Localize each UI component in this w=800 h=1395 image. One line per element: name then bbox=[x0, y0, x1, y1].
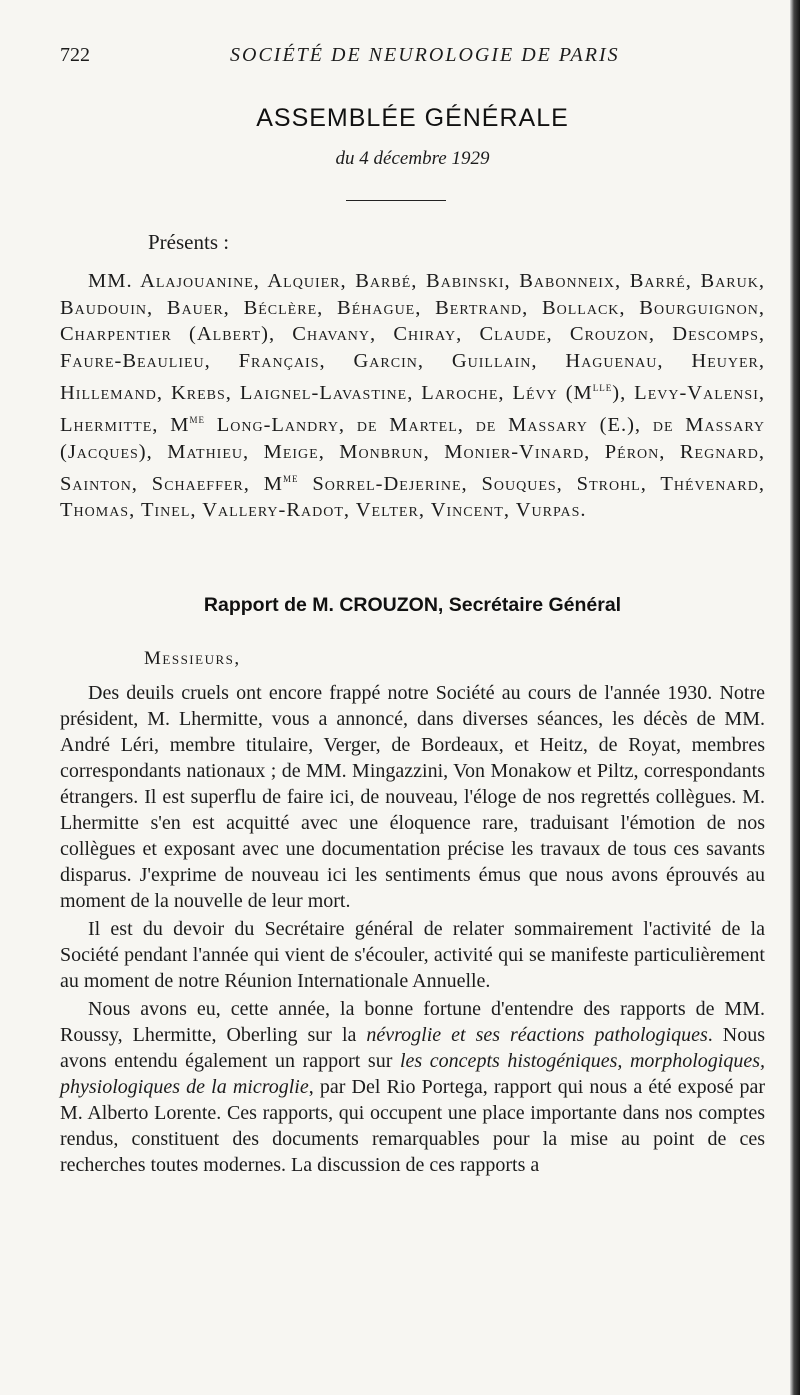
paragraph-3-italic-1: névroglie et ses réactions pathologiques bbox=[366, 1024, 708, 1046]
running-head bbox=[60, 44, 765, 70]
paragraph-3 bbox=[60, 996, 765, 1178]
report-body bbox=[60, 680, 765, 1178]
members-sup-1: lle bbox=[592, 379, 613, 394]
paragraph-1: Des deuils cruels ont encore frappé notre Société au cours de l'année 1930. Notre président, M. Lhermitte, vous a annoncé, dans diverses séances, les décès de MM. André Léri, membre titulaire, Verger, de Bordeaux, et Heitz, de Royat, membres correspondants nationaux ; de MM. Mingazzini, Von Monakow et Piltz, correspondants étrangers. Il est superflu de faire ici, de nouveau, l'éloge de nos regrettés collègues. M. Lhermitte s'en est acquitté avec une éloquence rare, traduisant l'émotion de nos collègues et exposant avec une documentation précise les travaux de tous ces savants disparus. J'exprime de nouveau ici les sentiments émus que nous avons éprouvés au moment de la nouvelle de leur mort. bbox=[60, 682, 765, 912]
page-number: 722 bbox=[60, 44, 90, 66]
paragraph-3-italic-2: les concepts histogéniques, morphologiques, physiologiques de la microglie bbox=[60, 1050, 765, 1098]
page bbox=[60, 0, 765, 1395]
paragraph-3-text-c: , par Del Rio Portega, rapport qui nous a été exposé par M. Alberto Lorente. Ces rapports, qui occupent une place importante dans nos comptes rendus, constituent des documents remarquables pour la mise au point de ces recherches toutes modernes. La discussion de ces rapports a bbox=[60, 1076, 765, 1176]
members-sup-2: me bbox=[189, 411, 205, 427]
members-text-2: ), Levy-Valensi, Lhermitte, M bbox=[60, 381, 765, 437]
members-text-4: Sorrel-Dejerine, Souques, Strohl, Thévenard, Thomas, Tinel, Vallery-Radot, Velter, Vincent, Vurpas. bbox=[60, 472, 765, 522]
presents-label: Présents : bbox=[148, 230, 230, 254]
salutation: Messieurs, bbox=[144, 648, 241, 669]
page-edge-shadow bbox=[790, 0, 800, 1395]
meeting-date: du 4 décembre 1929 bbox=[335, 148, 490, 169]
paragraph-3-text-a: Nous avons eu, cette année, la bonne fortune d'entendre des rapports de MM. Roussy, Lhermitte, Oberling sur la bbox=[60, 998, 765, 1046]
members-sup-3: me bbox=[283, 470, 299, 486]
separator-rule bbox=[346, 200, 446, 201]
members-text-3: Long-Landry, de Martel, de Massary (E.), de Massary (Jacques), Mathieu, Meige, Monbrun, Monier-Vinard, Péron, Regnard, Sainton, Schaeffer, M bbox=[60, 414, 765, 495]
members-text-1: MM. Alajouanine, Alquier, Barbé, Babinski, Babonneix, Barré, Baruk, Baudouin, Bauer, Béclère, Béhague, Bertrand, Bollack, Bourguignon, Charpentier (Albert), Chavany, Chiray, Claude, Crouzon, Descomps, Faure-Beaulieu, Français, Garcin, Guillain, Haguenau, Heuyer, Hillemand, Krebs, Laignel-Lavastine, Laroche, Lévy (M bbox=[60, 270, 765, 404]
journal-title: SOCIÉTÉ DE NEUROLOGIE DE PARIS bbox=[230, 44, 620, 66]
paragraph-3-text-b: . Nous avons entendu également un rapport sur bbox=[60, 1024, 765, 1072]
paragraph-2: Il est du devoir du Secrétaire général de relater sommairement l'activité de la Société pendant l'année qui vient de s'écouler, activité qui se manifeste particulièrement au moment de notre Réunion Internationale Annuelle. bbox=[60, 918, 765, 992]
report-title: Rapport de M. CROUZON, Secrétaire Général bbox=[203, 594, 622, 616]
section-heading: ASSEMBLÉE GÉNÉRALE bbox=[256, 104, 569, 132]
members-list bbox=[60, 268, 765, 524]
